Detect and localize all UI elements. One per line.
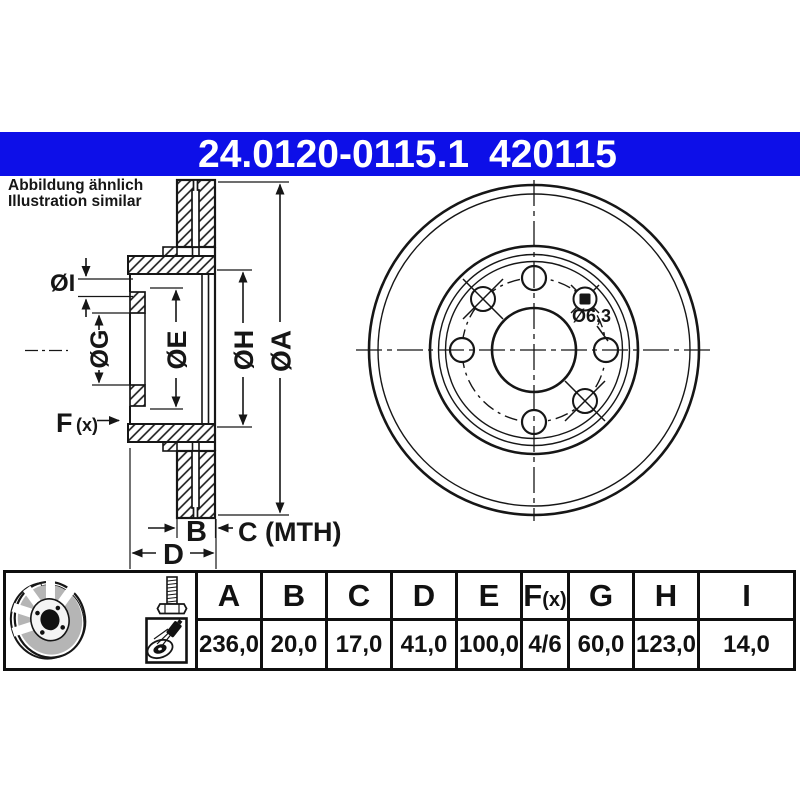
dim-label-og: ØG	[86, 329, 114, 369]
value-fx: 4/6	[522, 620, 569, 670]
cross-section-view	[25, 180, 341, 571]
dim-label-oh: ØH	[229, 329, 259, 371]
dim-label-c: C (MTH)	[238, 517, 342, 547]
value-c: 17,0	[327, 620, 392, 670]
value-i: 14,0	[699, 620, 795, 670]
value-e: 100,0	[457, 620, 522, 670]
col-header-e: E	[457, 572, 522, 620]
legend-icons-cell	[5, 572, 197, 670]
value-d: 41,0	[392, 620, 457, 670]
col-header-a: A	[197, 572, 262, 620]
front-view	[356, 180, 711, 521]
col-header-d: D	[392, 572, 457, 620]
coated-disc-spray-icon	[145, 617, 188, 664]
dim-label-f-sub: (x)	[76, 415, 98, 435]
value-h: 123,0	[634, 620, 699, 670]
note-line-de: Abbildung ähnlich	[8, 177, 144, 194]
value-b: 20,0	[262, 620, 327, 670]
part-number: 24.0120-0115.1	[198, 133, 470, 176]
value-a: 236,0	[197, 620, 262, 670]
col-header-i: I	[699, 572, 795, 620]
mounting-bolt-icon	[155, 575, 189, 617]
technical-drawing	[0, 176, 800, 572]
dim-label-oe: ØE	[162, 330, 192, 370]
reference-number: 420115	[489, 133, 617, 176]
dim-label-d: D	[163, 539, 184, 571]
note-line-en: Illustration similar	[8, 192, 142, 210]
col-header-b: B	[262, 572, 327, 620]
dimensions-table	[3, 570, 796, 671]
brake-disc-3d-icon	[9, 577, 89, 663]
col-header-fx: F(x)	[522, 572, 569, 620]
header-bar	[0, 132, 800, 176]
dim-label-b: B	[186, 516, 207, 548]
dim-label-f: F	[56, 408, 73, 438]
value-g: 60,0	[569, 620, 634, 670]
col-header-h: H	[634, 572, 699, 620]
pin-hole-label: Ø6,3	[572, 306, 612, 326]
col-header-g: G	[569, 572, 634, 620]
dim-label-oi: ØI	[50, 270, 76, 297]
col-header-c: C	[327, 572, 392, 620]
dim-label-oa: ØA	[265, 330, 297, 372]
